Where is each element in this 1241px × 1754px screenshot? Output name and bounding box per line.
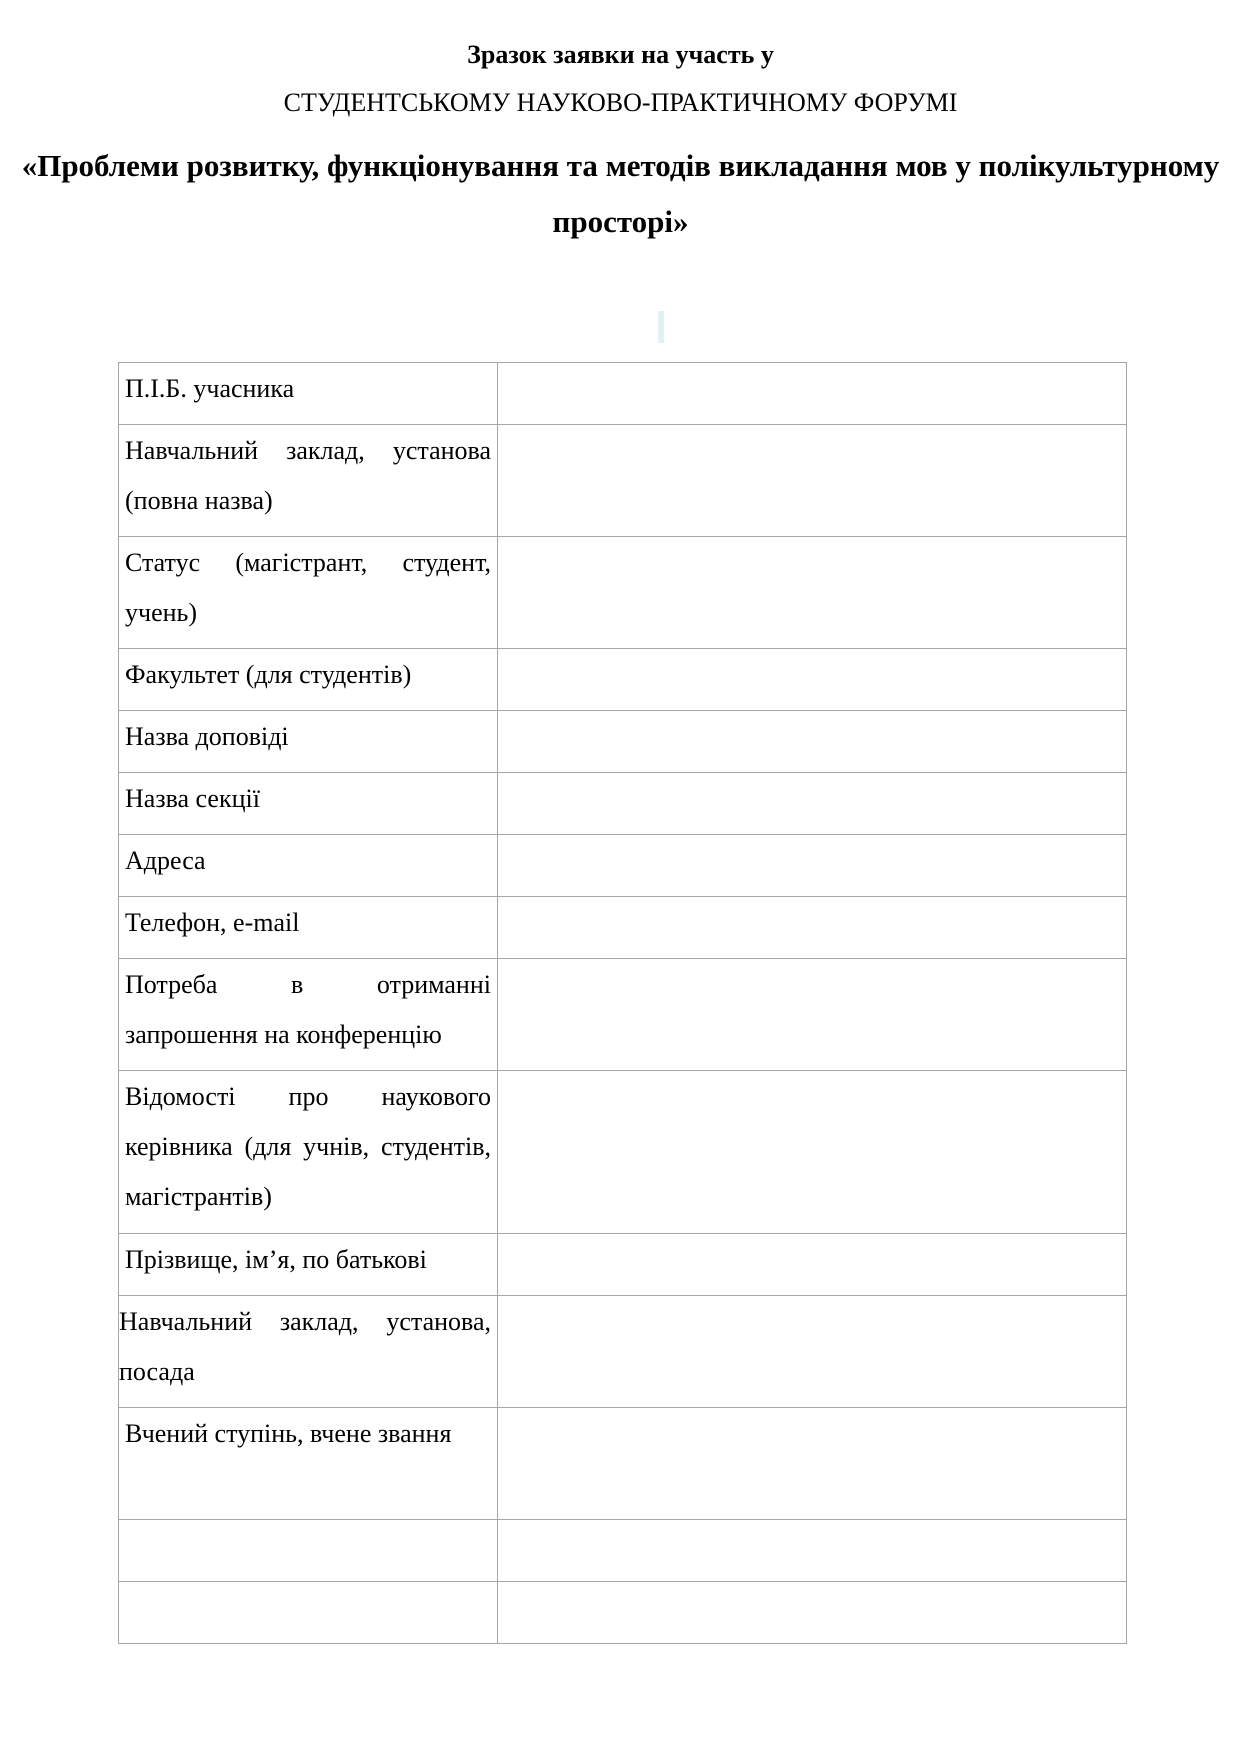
table-row [119, 1071, 1127, 1234]
row-label: Навчальний заклад, установа, посада [119, 1307, 491, 1386]
value-cell[interactable] [498, 1234, 1127, 1296]
value-cell[interactable] [498, 959, 1127, 1071]
value-cell[interactable] [498, 1520, 1127, 1582]
value-cell[interactable] [498, 363, 1127, 425]
value-cell[interactable] [498, 1071, 1127, 1234]
value-cell[interactable] [498, 1582, 1127, 1644]
label-cell [119, 1408, 498, 1520]
row-label: Прізвище, ім’я, по батькові [125, 1245, 427, 1274]
table-row [119, 897, 1127, 959]
label-cell [119, 835, 498, 897]
label-cell [119, 1296, 498, 1408]
forum-name: СТУДЕНТСЬКОМУ НАУКОВО-ПРАКТИЧНОМУ ФОРУМІ [283, 88, 958, 117]
table-row [119, 649, 1127, 711]
table-row [119, 835, 1127, 897]
label-cell [119, 1234, 498, 1296]
table-row [119, 1234, 1127, 1296]
table-row [119, 1582, 1127, 1644]
label-cell [119, 711, 498, 773]
value-cell[interactable] [498, 897, 1127, 959]
row-label: Адреса [125, 846, 206, 875]
text-cursor-mark [658, 311, 664, 343]
table-row [119, 1296, 1127, 1408]
value-cell[interactable] [498, 425, 1127, 537]
table-row [119, 773, 1127, 835]
row-label: Факультет (для студентів) [125, 660, 412, 689]
table-row [119, 959, 1127, 1071]
table-row [119, 363, 1127, 425]
value-cell[interactable] [498, 773, 1127, 835]
application-form-table [118, 362, 1127, 1644]
table-row [119, 1520, 1127, 1582]
label-cell [119, 425, 498, 537]
row-label: Навчальний заклад, установа (повна назва) [125, 436, 491, 515]
row-label: Відомості про наукового керівника (для учнів, студентів, магістрантів) [125, 1082, 491, 1211]
row-label: Назва доповіді [125, 722, 289, 751]
label-cell [119, 1071, 498, 1234]
value-cell[interactable] [498, 649, 1127, 711]
label-cell [119, 897, 498, 959]
value-cell[interactable] [498, 835, 1127, 897]
value-cell[interactable] [498, 1296, 1127, 1408]
value-cell[interactable] [498, 1408, 1127, 1520]
forum-topic: «Проблеми розвитку, функціонування та методів викладання мов у полікультурному просторі» [21, 148, 1220, 239]
row-label: Статус (магістрант, студент, учень) [125, 548, 491, 627]
label-cell [119, 363, 498, 425]
table-row [119, 1408, 1127, 1520]
row-label: Вчений ступінь, вчене звання [125, 1419, 452, 1448]
form-heading: Зразок заявки на участь у [467, 40, 774, 69]
label-cell [119, 537, 498, 649]
table-row [119, 537, 1127, 649]
row-label: Телефон, e-mail [125, 908, 300, 937]
row-label [119, 1582, 497, 1587]
label-cell [119, 959, 498, 1071]
value-cell[interactable] [498, 537, 1127, 649]
value-cell[interactable] [498, 711, 1127, 773]
label-cell[interactable] [119, 1520, 498, 1582]
row-label: Потреба в отриманні запрошення на конференцію [125, 970, 491, 1049]
label-cell[interactable] [119, 1582, 498, 1644]
row-label: Назва секції [125, 784, 260, 813]
label-cell [119, 649, 498, 711]
table-row [119, 711, 1127, 773]
label-cell [119, 773, 498, 835]
table-row [119, 425, 1127, 537]
row-label [119, 1520, 497, 1525]
row-label: П.І.Б. учасника [125, 374, 295, 403]
